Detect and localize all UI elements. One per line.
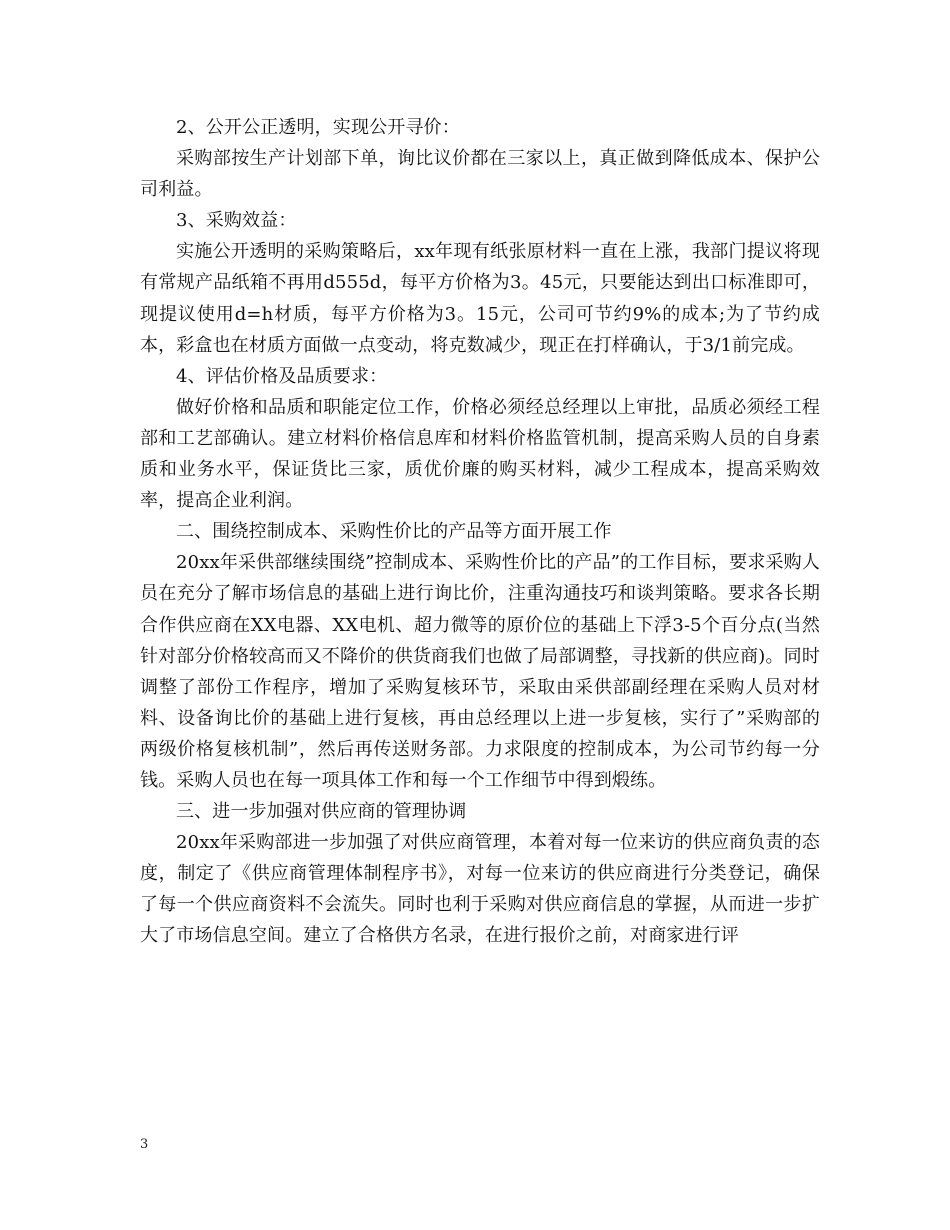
page-number: 3 [140, 1137, 149, 1152]
paragraph-section-3-heading: 3、采购效益： [176, 210, 297, 232]
paragraph-part-2-heading: 二、围绕控制成本、采购性价比的产品等方面开展工作 [176, 521, 612, 543]
paragraph-part-3-heading: 三、进一步加强对供应商的管理协调 [176, 801, 467, 823]
paragraph-section-4-heading: 4、评估价格及品质要求： [176, 365, 388, 387]
paragraph-section-3-body: 实施公开透明的采购策略后，xx年现有纸张原材料一直在上涨，我部门提议将现有常规产品纸箱不再用d555d，每平方价格为3。45元，只要能达到出口标准即可，现提议使用d=h材质，每平方价格为3。15元，公司可节约9%的成本;为了节约成本，彩盒也在材质方面做一点变动，将克数减少，现正在打样确认，于3/1前完成。 [140, 241, 820, 356]
paragraph-part-2-body: 20xx年采供部继续围绕”控制成本、采购性价比的产品”的工作目标，要求采购人员在充分了解市场信息的基础上进行询比价，注重沟通技巧和谈判策略。要求各长期合作供应商在XX电器、XX电机、超力微等的原价位的基础上下浮3-5个百分点(当然针对部分价格较高而又不降价的供货商我们也做了局部调整，寻找新的供应商)。同时调整了部份工作程序，增加了采购复核环节，采取由采供部副经理在采购人员对材料、设备询比价的基础上进行复核，再由总经理以上进一步复核，实行了”采购部的两级价格复核机制”，然后再传送财务部。力求限度的控制成本，为公司节约每一分钱。采购人员也在每一项具体工作和每一个工作细节中得到煅练。 [140, 552, 820, 791]
paragraph-part-3-body: 20xx年采购部进一步加强了对供应商管理，本着对每一位来访的供应商负责的态度，制定了《供应商管理体制程序书》，对每一位来访的供应商进行分类登记，确保了每一个供应商资料不会流失。同时也利于采购对供应商信息的掌握，从而进一步扩大了市场信息空间。建立了合格供方名录，在进行报价之前，对商家进行评 [140, 832, 820, 947]
paragraph-section-2-heading: 2、公开公正透明，实现公开寻价： [176, 117, 460, 138]
document-body [140, 112, 820, 952]
paragraph-section-4-body: 做好价格和品质和职能定位工作，价格必须经总经理以上审批，品质必须经工程部和工艺部确认。建立材料价格信息库和材料价格监管机制，提高采购人员的自身素质和业务水平，保证货比三家，质优价廉的购买材料，减少工程成本，提高采购效率，提高企业利润。 [140, 396, 820, 512]
paragraph-section-2-body: 采购部按生产计划部下单，询比议价都在三家以上，真正做到降低成本、保护公司利益。 [140, 148, 820, 201]
